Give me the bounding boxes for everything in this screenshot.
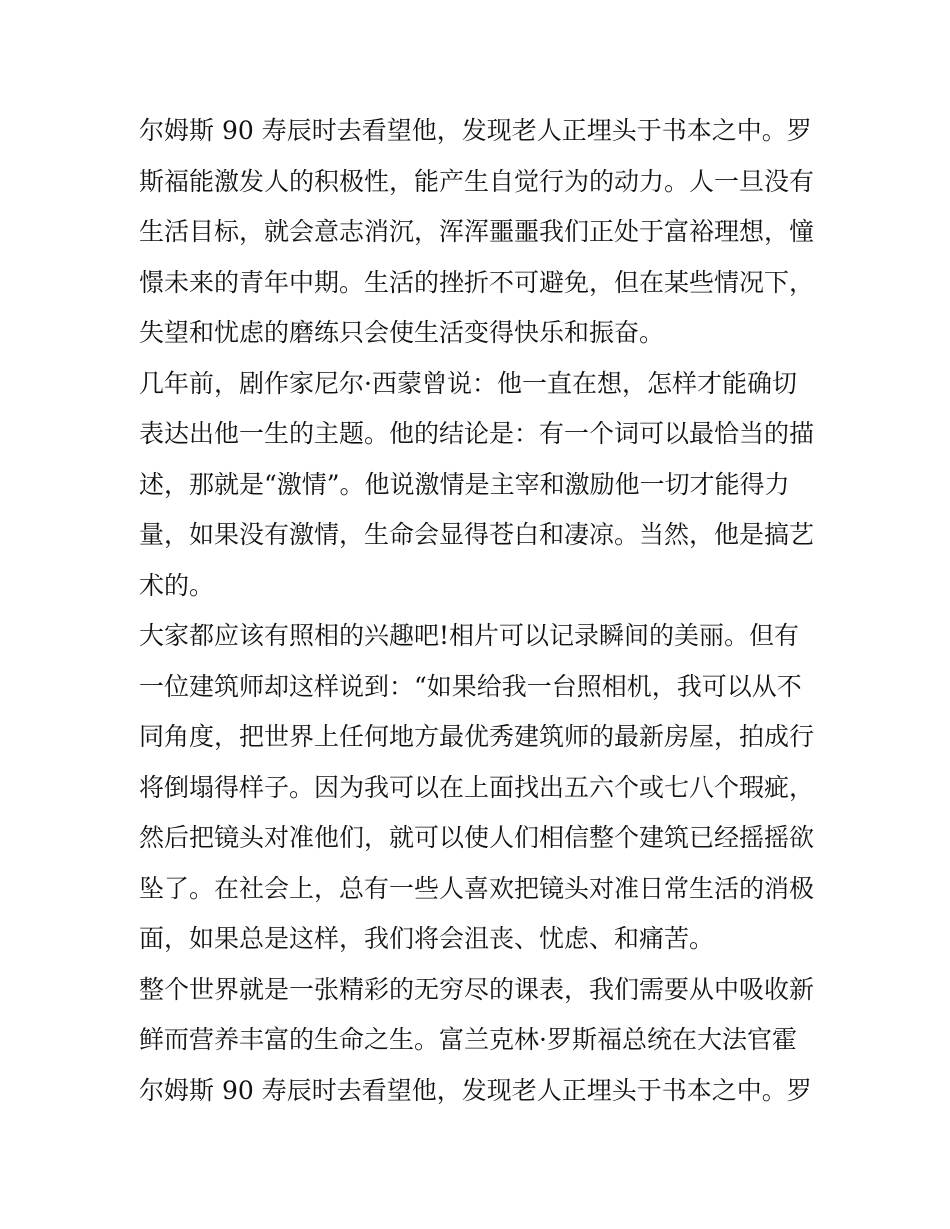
text-line: 尔姆斯 90 寿辰时去看望他，发现老人正埋头于书本之中。罗 bbox=[139, 1075, 812, 1105]
text-line: 憬未来的青年中期。生活的挫折不可避免，但在某些情况下， bbox=[139, 267, 815, 297]
text-line: 然后把镜头对准他们，就可以使人们相信整个建筑已经摇摇欲 bbox=[139, 823, 815, 852]
text-line: 鲜而营养丰富的生命之生。富兰克林·罗斯福总统在大法官霍 bbox=[139, 1025, 797, 1054]
text-line: 述，那就是“激情”。他说激情是主宰和激励他一切才能得力 bbox=[139, 469, 790, 499]
text-line: 整个世界就是一张精彩的无穷尽的课表，我们需要从中吸收新 bbox=[139, 974, 815, 1004]
text-line: 尔姆斯 90 寿辰时去看望他，发现老人正埋头于书本之中。罗 bbox=[139, 116, 812, 145]
text-line: 失望和忧虑的磨练只会使生活变得快乐和振奋。 bbox=[139, 318, 665, 347]
text-line: 几年前，剧作家尼尔·西蒙曾说：他一直在想，怎样才能确切 bbox=[139, 368, 797, 398]
text-line: 一位建筑师却这样说到：“如果给我一台照相机，我可以从不 bbox=[139, 671, 802, 701]
text-line: 将倒塌得样子。因为我可以在上面找出五六个或七八个瑕疵， bbox=[139, 772, 815, 802]
text-line: 生活目标，就会意志消沉，浑浑噩噩我们正处于富裕理想，憧 bbox=[139, 217, 815, 246]
text-line: 同角度，把世界上任何地方最优秀建筑师的最新房屋，拍成行 bbox=[139, 722, 815, 751]
text-line: 量，如果没有激情，生命会显得苍白和凄凉。当然，他是搞艺 bbox=[139, 520, 815, 549]
text-line: 坠了。在社会上，总有一些人喜欢把镜头对准日常生活的消极 bbox=[139, 873, 815, 903]
text-line: 面，如果总是这样，我们将会沮丧、忧虑、和痛苦。 bbox=[139, 924, 715, 953]
text-line: 斯福能激发人的积极性，能产生自觉行为的动力。人一旦没有 bbox=[139, 166, 815, 196]
text-line: 表达出他一生的主题。他的结论是：有一个词可以最恰当的描 bbox=[139, 419, 815, 448]
text-line: 大家都应该有照相的兴趣吧!相片可以记录瞬间的美丽。但有 bbox=[139, 621, 800, 650]
body-text bbox=[139, 106, 815, 1116]
text-line: 术的。 bbox=[139, 570, 215, 600]
